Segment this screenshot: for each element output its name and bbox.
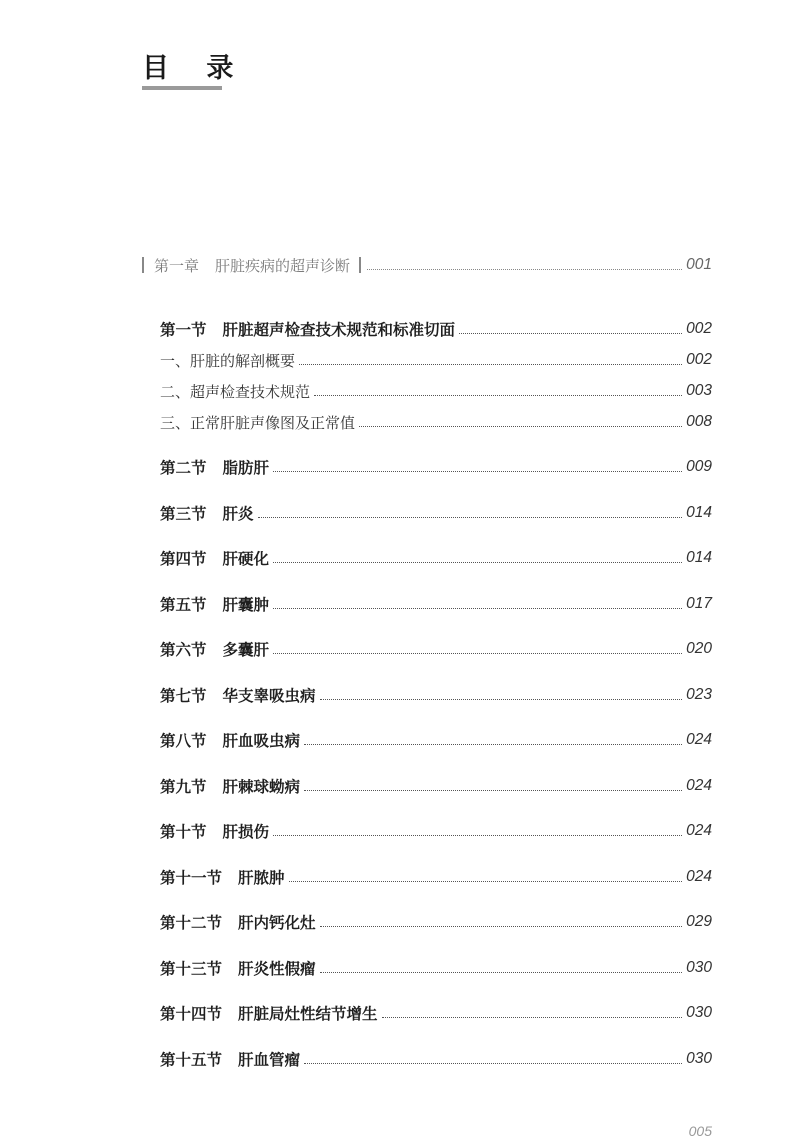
section-number: 第十一节 bbox=[160, 869, 223, 887]
section-number: 第九节 bbox=[160, 778, 207, 796]
dot-leader bbox=[304, 1063, 682, 1064]
dot-leader bbox=[258, 517, 683, 518]
subsection-title: 二、超声检查技术规范 bbox=[160, 382, 311, 401]
section-number: 第五节 bbox=[160, 596, 207, 614]
dot-leader bbox=[273, 562, 682, 563]
page-title: 目 录 bbox=[142, 53, 248, 84]
entry-label bbox=[160, 775, 300, 797]
entry-label bbox=[160, 820, 269, 842]
entry-page-number: 014 bbox=[686, 549, 712, 566]
entry-label bbox=[160, 638, 269, 660]
dot-leader bbox=[273, 653, 682, 654]
dot-leader bbox=[382, 1017, 683, 1018]
entry-page-number: 014 bbox=[686, 504, 712, 521]
toc-section-entry[interactable] bbox=[160, 502, 712, 524]
entry-page-number: 023 bbox=[686, 686, 712, 703]
entry-page-number: 003 bbox=[686, 382, 712, 399]
dot-leader bbox=[304, 744, 682, 745]
section-title: 多囊肝 bbox=[222, 641, 270, 659]
dot-leader bbox=[320, 926, 683, 927]
entry-label bbox=[160, 866, 285, 888]
section-title: 华支睾吸虫病 bbox=[222, 687, 316, 705]
section-title: 肝棘球蚴病 bbox=[222, 778, 301, 796]
chapter-label bbox=[154, 255, 350, 276]
entry-page-number: 002 bbox=[686, 351, 712, 368]
entry-page-number: 020 bbox=[686, 640, 712, 657]
section-title: 肝炎性假瘤 bbox=[238, 960, 316, 978]
section-title: 肝血吸虫病 bbox=[222, 732, 301, 750]
entry-label bbox=[160, 502, 254, 524]
chapter-title: 肝脏疾病的超声诊断 bbox=[215, 256, 351, 275]
section-number: 第八节 bbox=[160, 732, 207, 750]
section-number: 第十三节 bbox=[160, 960, 223, 978]
toc-subsection-entry[interactable] bbox=[160, 411, 712, 433]
toc-section-entry[interactable] bbox=[160, 1048, 712, 1070]
entry-page-number: 024 bbox=[686, 777, 712, 794]
footer-page-number: 005 bbox=[688, 1123, 712, 1139]
toc-section-entry[interactable] bbox=[160, 957, 712, 979]
toc-section-entry[interactable] bbox=[160, 638, 712, 660]
entry-page-number: 009 bbox=[686, 458, 712, 475]
entry-label bbox=[160, 547, 269, 569]
entry-label bbox=[160, 957, 316, 979]
entry-label bbox=[160, 911, 316, 933]
entry-page-number: 002 bbox=[686, 320, 712, 337]
section-number: 第一节 bbox=[160, 321, 207, 339]
entry-page-number: 029 bbox=[686, 913, 712, 930]
dot-leader bbox=[359, 426, 682, 427]
dot-leader bbox=[367, 269, 682, 270]
section-number: 第二节 bbox=[160, 459, 207, 477]
toc-section-entry[interactable] bbox=[160, 820, 712, 842]
section-number: 第十二节 bbox=[160, 914, 223, 932]
chapter-page-number: 001 bbox=[686, 256, 712, 273]
section-number: 第十五节 bbox=[160, 1051, 223, 1069]
entry-page-number: 030 bbox=[686, 1050, 712, 1067]
section-number: 第六节 bbox=[160, 641, 207, 659]
toc-section-entry[interactable] bbox=[160, 547, 712, 569]
entry-label bbox=[160, 318, 455, 340]
chapter-number: 第一章 bbox=[154, 256, 200, 275]
toc-section-entry[interactable] bbox=[160, 593, 712, 615]
entry-page-number: 024 bbox=[686, 731, 712, 748]
section-title: 肝血管瘤 bbox=[238, 1051, 301, 1069]
entry-label bbox=[160, 381, 310, 402]
toc-section-entry[interactable] bbox=[160, 318, 712, 340]
entry-label bbox=[160, 1048, 300, 1070]
section-number: 第十节 bbox=[160, 823, 207, 841]
dot-leader bbox=[273, 835, 682, 836]
toc-section-entry[interactable] bbox=[160, 911, 712, 933]
toc-section-entry[interactable] bbox=[160, 684, 712, 706]
section-number: 第四节 bbox=[160, 550, 207, 568]
section-number: 第七节 bbox=[160, 687, 207, 705]
dot-leader bbox=[289, 881, 683, 882]
chapter-bar-left bbox=[142, 257, 144, 273]
dot-leader bbox=[273, 608, 682, 609]
entry-page-number: 030 bbox=[686, 959, 712, 976]
entry-page-number: 030 bbox=[686, 1004, 712, 1021]
subsection-title: 三、正常肝脏声像图及正常值 bbox=[160, 413, 356, 432]
entry-label bbox=[160, 729, 300, 751]
entry-label bbox=[160, 1002, 378, 1024]
section-number: 第三节 bbox=[160, 505, 207, 523]
subsection-title: 一、肝脏的解剖概要 bbox=[160, 351, 296, 370]
section-number: 第十四节 bbox=[160, 1005, 223, 1023]
title-underline bbox=[142, 86, 222, 90]
entry-label bbox=[160, 456, 269, 478]
section-title: 肝脏局灶性结节增生 bbox=[238, 1005, 378, 1023]
section-title: 肝损伤 bbox=[222, 823, 270, 841]
section-title: 肝炎 bbox=[222, 505, 254, 523]
toc-section-entry[interactable] bbox=[160, 866, 712, 888]
entry-page-number: 024 bbox=[686, 822, 712, 839]
chapter-heading[interactable] bbox=[142, 254, 712, 276]
dot-leader bbox=[314, 395, 682, 396]
section-title: 肝内钙化灶 bbox=[238, 914, 316, 932]
section-title: 肝脓肿 bbox=[238, 869, 285, 887]
dot-leader bbox=[320, 972, 683, 973]
section-title: 肝囊肿 bbox=[222, 596, 270, 614]
dot-leader bbox=[304, 790, 682, 791]
dot-leader bbox=[459, 333, 682, 334]
toc-subsection-entry[interactable] bbox=[160, 349, 712, 371]
dot-leader bbox=[320, 699, 683, 700]
toc-subsection-entry[interactable] bbox=[160, 380, 712, 402]
entry-label bbox=[160, 684, 316, 706]
section-title: 肝硬化 bbox=[222, 550, 270, 568]
entry-page-number: 017 bbox=[686, 595, 712, 612]
entry-label bbox=[160, 412, 355, 433]
chapter-bar-right bbox=[359, 257, 361, 273]
entry-label bbox=[160, 593, 269, 615]
entry-label bbox=[160, 350, 295, 371]
dot-leader bbox=[299, 364, 682, 365]
entry-page-number: 008 bbox=[686, 413, 712, 430]
section-title: 脂肪肝 bbox=[222, 459, 270, 477]
dot-leader bbox=[273, 471, 682, 472]
section-title: 肝脏超声检查技术规范和标准切面 bbox=[222, 321, 456, 339]
toc-section-entry[interactable] bbox=[160, 729, 712, 751]
entry-page-number: 024 bbox=[686, 868, 712, 885]
toc-section-entry[interactable] bbox=[160, 775, 712, 797]
toc-section-entry[interactable] bbox=[160, 1002, 712, 1024]
toc-section-entry[interactable] bbox=[160, 456, 712, 478]
